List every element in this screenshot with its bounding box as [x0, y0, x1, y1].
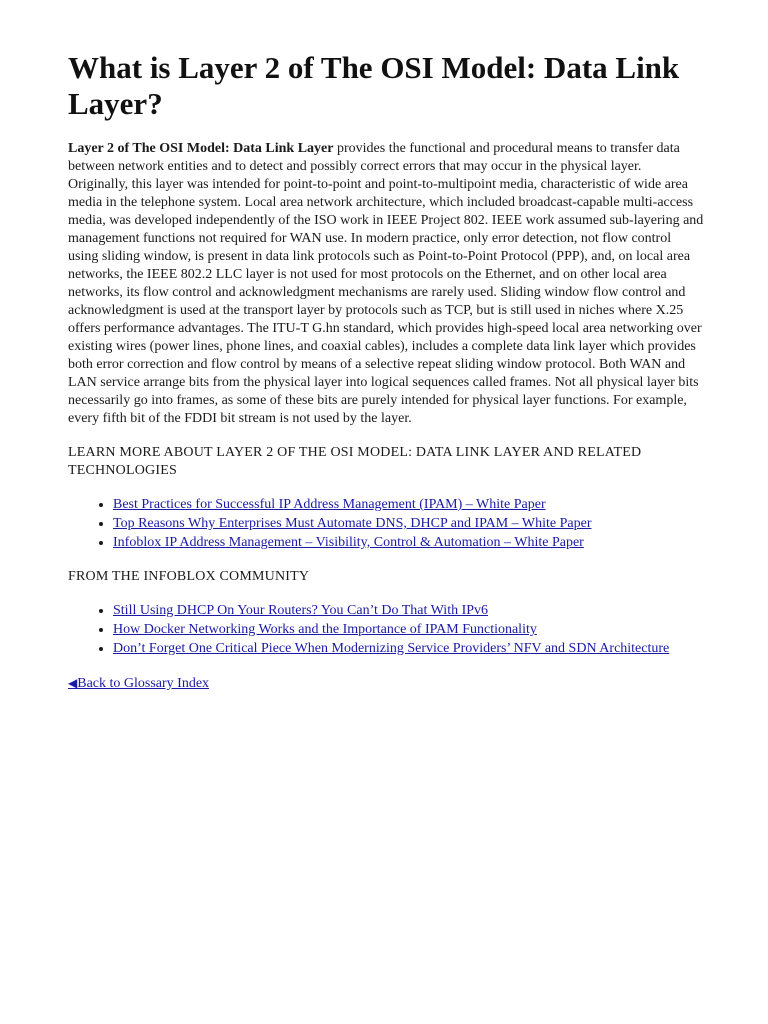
intro-bold-term: Layer 2 of The OSI Model: Data Link Layer [68, 141, 334, 156]
list-item [113, 534, 704, 552]
list-item [113, 621, 704, 639]
list-item [113, 496, 704, 514]
learn-more-link-ipam-best-practices[interactable]: Best Practices for Successful IP Address Management (IPAM) – White Paper [113, 497, 546, 512]
intro-text: provides the functional and procedural means to transfer data between network entities and to detect and possibly correct errors that may occur in the physical layer. Originally, this layer was intended for point-to-point and point-to-multipoint media, characteristic of wide area media in the telephone system. Local area network architecture, which included broadcast-capable multi-access media, was developed independently of the ISO work in IEEE Project 802. IEEE work assumed sub-layering and management functions not required for WAN use. In modern practice, only error detection, not flow control using sliding window, is present in data link protocols such as Point-to-Point Protocol (PPP), and, on local area networks, the IEEE 802.2 LLC layer is not used for most protocols on the Ethernet, and on other local area networks, its flow control and acknowledgment mechanisms are rarely used. Sliding window flow control and acknowledgment is used at the transport layer by protocols such as TCP, but is still used in niches where X.25 offers performance advantages. The ITU-T G.hn standard, which provides high-speed local area networking over existing wires (power lines, phone lines, and coaxial cables), includes a complete data link layer which provides both error correction and flow control by means of a selective repeat sliding window protocol. Both WAN and LAN service arrange bits from the physical layer into logical sequences called frames. Not all physical layer bits necessarily go into frames, as some of these bits are purely intended for physical layer functions. For example, every fifth bit of the FDDI bit stream is not used by the layer. [68, 141, 704, 426]
back-link-label: Back to Glossary Index [77, 676, 210, 691]
community-link-nfv-sdn[interactable]: Don’t Forget One Critical Piece When Modernizing Service Providers’ NFV and SDN Architecture [113, 641, 670, 656]
back-to-glossary-link[interactable] [68, 676, 209, 691]
community-link-docker-networking[interactable]: How Docker Networking Works and the Importance of IPAM Functionality [113, 622, 537, 637]
learn-more-heading: LEARN MORE ABOUT LAYER 2 OF THE OSI MODEL: DATA LINK LAYER AND RELATED TECHNOLOGIES [68, 445, 642, 478]
list-item [113, 602, 704, 620]
back-to-glossary [68, 674, 704, 693]
learn-more-link-infoblox-ipam[interactable]: Infoblox IP Address Management – Visibility, Control & Automation – White Paper [113, 535, 584, 550]
intro-paragraph [68, 140, 704, 428]
page-title: What is Layer 2 of The OSI Model: Data Link Layer? [68, 50, 680, 121]
learn-more-list [68, 496, 704, 552]
list-item [113, 515, 704, 533]
article [68, 50, 704, 693]
back-arrow-icon: ◀ [68, 676, 78, 690]
list-item [113, 640, 704, 658]
community-list [68, 602, 704, 658]
community-heading: FROM THE INFOBLOX COMMUNITY [68, 569, 310, 584]
community-link-dhcp-routers-ipv6[interactable]: Still Using DHCP On Your Routers? You Can’t Do That With IPv6 [113, 603, 489, 618]
learn-more-link-automate-dns-dhcp-ipam[interactable]: Top Reasons Why Enterprises Must Automate DNS, DHCP and IPAM – White Paper [113, 516, 592, 531]
